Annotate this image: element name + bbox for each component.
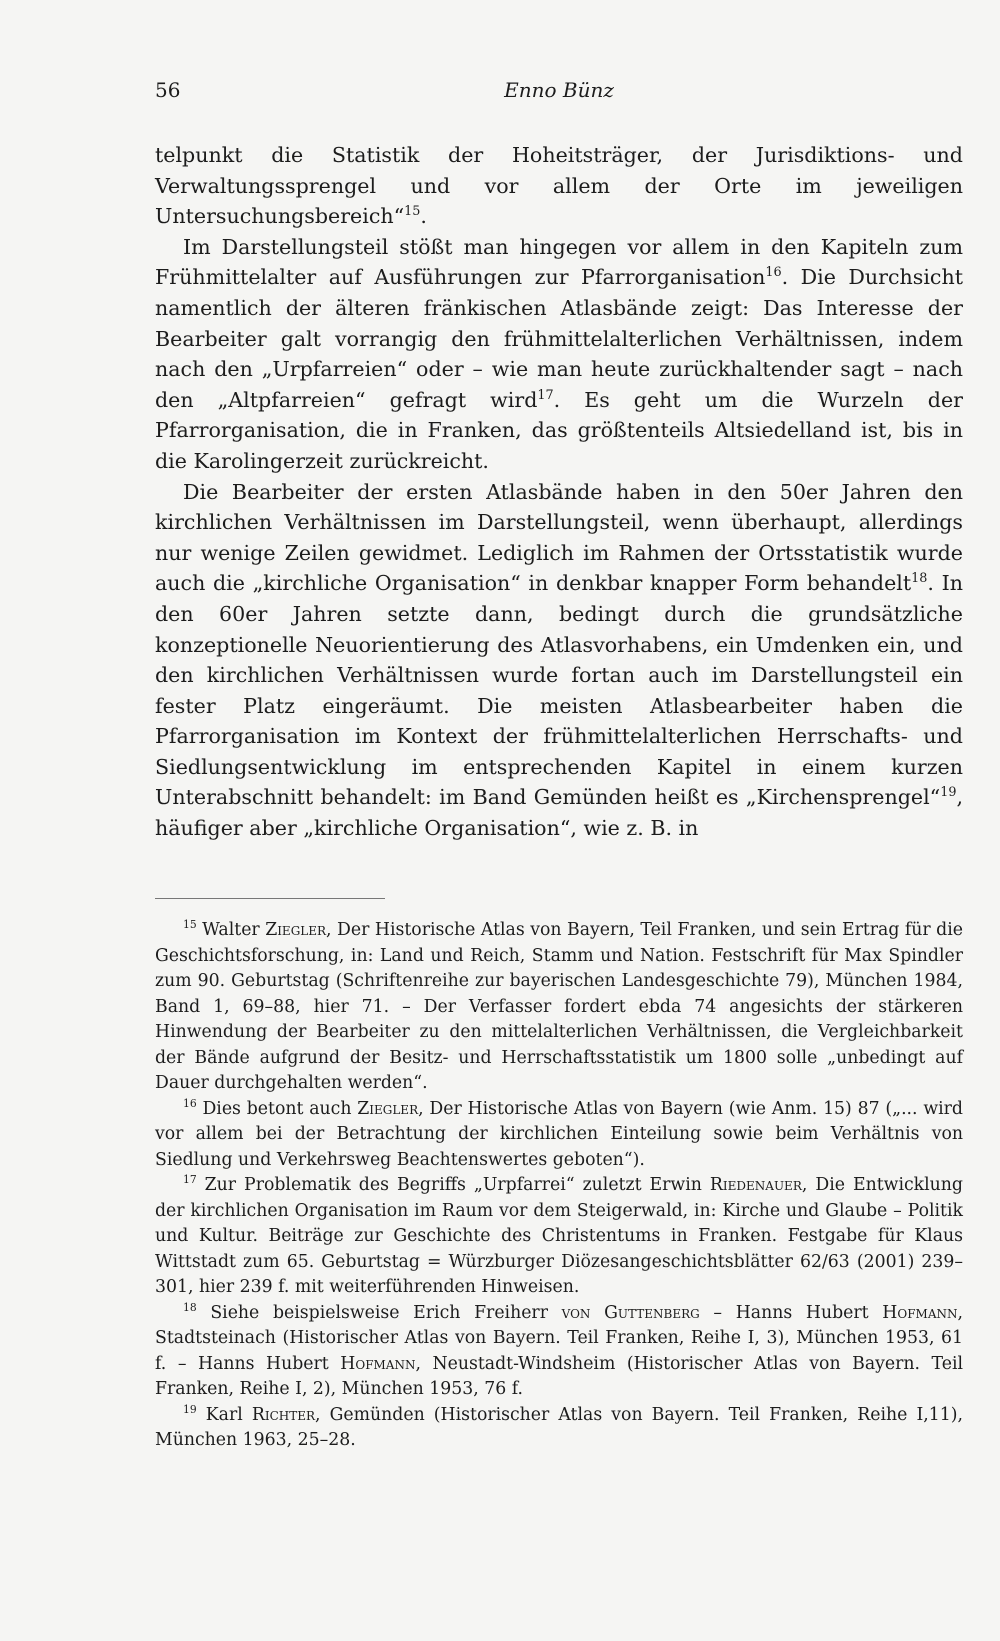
text-run: – Hanns Hubert xyxy=(699,1302,883,1323)
footnote-17 xyxy=(155,1173,963,1301)
text-run: . Die Durchsicht namentlich der älteren fränkischen Atlasbände zeigt: Das Interesse der Bearbeiter galt vorrangig den frühmittelalterlichen Verhältnissen, indem nach den „Urpfarreien“ oder – wie man heute zurückhaltender sagt – nach den „Altpfarreien“ gefragt wird xyxy=(155,265,963,412)
footnotes xyxy=(155,918,963,1454)
text-run: Karl xyxy=(205,1404,252,1425)
text-run: . xyxy=(420,204,427,229)
text-run: Walter xyxy=(202,920,266,940)
paragraph xyxy=(155,140,963,232)
footnote-number: 17 xyxy=(183,1173,197,1187)
author-name: Ziegler xyxy=(265,920,327,940)
page-header xyxy=(155,78,963,112)
text-run: Siehe beispielsweise Erich Freiherr xyxy=(210,1302,562,1323)
author-name: Hofmann xyxy=(882,1302,958,1323)
footnote-ref: 18 xyxy=(911,571,928,587)
footnote-18 xyxy=(155,1301,963,1403)
text-run: , Neustadt-Windsheim (Historischer Atlas von Bayern. Teil Franken, Reihe I, 2), München 1953, 76 f. xyxy=(155,1353,963,1399)
text-run: Die Bearbeiter der ersten Atlasbände haben in den 50er Jahren den kirchlichen Verhältnissen im Darstellungsteil, wenn überhaupt, allerdings nur wenige Zeilen gewidmet. Lediglich im Rahmen der Ortsstatistik wurde auch die „kirchliche Organisation“ in denkbar knapper Form behandelt xyxy=(155,479,963,596)
footnote-ref: 17 xyxy=(537,387,554,403)
footnote-16 xyxy=(155,1097,963,1174)
text-run: . In den 60er Jahren setzte dann, bedingt durch die grundsätzliche konzeptionelle Neuorientierung des Atlasvorhabens, ein Umdenken ein, und den kirchlichen Verhältnissen wurde fortan auch im Darstellungsteil ein fester Platz eingeräumt. Die meisten Atlasbearbeiter haben die Pfarrorganisation im Kontext der frühmittelalterlichen Herrschafts- und Siedlungsentwicklung im entsprechenden Kapitel in einem kurzen Unterabschnitt behandelt: im Band Gemünden heißt es „Kirchensprengel“ xyxy=(155,571,963,810)
text-run: telpunkt die Statistik der Hoheitsträger, der Jurisdiktions- und Verwaltungssprengel und vor allem der Orte im jeweiligen Untersuchungsbereich“ xyxy=(155,143,963,229)
text-run: Im Darstellungsteil stößt man hingegen vor allem in den Kapiteln zum Frühmittelalter auf Ausführungen zur Pfarrorganisation xyxy=(155,234,963,290)
footnote-number: 16 xyxy=(183,1096,197,1110)
text-run: , Die Entwicklung der kirchlichen Organisation im Raum vor dem Steigerwald, in: Kirche und Glaube – Politik und Kultur. Beiträge zur Geschichte des Christentums in Franken. Festgabe für Klaus Wittstadt zum 65. Geburtstag = Würzburger Diözesangeschichtsblätter 62/63 (2001) 239–301, hier 239 f. mit weiterführenden Hinweisen. xyxy=(155,1175,963,1297)
footnote-number: 18 xyxy=(183,1300,197,1314)
footnote-ref: 19 xyxy=(940,785,957,801)
footnote-ref: 16 xyxy=(765,265,782,281)
text-run: , Der Historische Atlas von Bayern, Teil Franken, und sein Ertrag für die Geschichtsforschung, in: Land und Reich, Stamm und Nation. Festschrift für Max Spindler zum 90. Geburtstag (Schriftenreihe zur bayerischen Landesgeschichte 79), München 1984, Band 1, 69–88, hier 71. – Der Verfasser fordert ebda 74 angesichts der stärkeren Hinwendung der Bearbeiter zu den mittelalterlichen Verhältnissen, die Vergleichbarkeit der Bände aufgrund der Besitz- und Herrschaftsstatistik um 1800 solle „unbedingt auf Dauer durchgehalten werden“. xyxy=(155,920,964,1093)
author-name: Ziegler xyxy=(357,1098,419,1119)
paragraph xyxy=(155,477,963,844)
text-run: , Stadtsteinach (Historischer Atlas von Bayern. Teil Franken, Reihe I, 3), München 1953, 61 f. – Hanns Hubert xyxy=(155,1302,963,1374)
footnote-15 xyxy=(155,918,963,1097)
footnote-number: 15 xyxy=(183,918,197,932)
text-run: Dies betont auch xyxy=(202,1098,358,1119)
footnote-divider xyxy=(155,898,385,899)
running-head-author: Enno Bünz xyxy=(504,78,614,102)
text-run: , Gemünden (Historischer Atlas von Bayern. Teil Franken, Reihe I,11), München 1963, 25–28. xyxy=(155,1404,964,1450)
text-run: Zur Problematik des Begriffs „Urpfarrei“ zuletzt Erwin xyxy=(204,1175,710,1195)
author-name: Riedenauer xyxy=(709,1175,802,1195)
author-name: Hofmann xyxy=(340,1353,416,1374)
text-run: . Es geht um die Wurzeln der Pfarrorganisation, die in Franken, das größtenteils Altsiedelland ist, bis in die Karolingerzeit zurückreicht. xyxy=(155,387,964,473)
footnote-ref: 15 xyxy=(404,204,421,220)
text-run: , häufiger aber „kirchliche Organisation“, wie z. B. in xyxy=(155,785,963,841)
text-run: , Der Historische Atlas von Bayern (wie Anm. 15) 87 („... wird vor allem bei der Betrachtung der kirchlichen Einteilung sowie beim Verhältnis von Siedlung und Verkehrsweg Beachtenswertes geboten“). xyxy=(155,1098,963,1170)
page-number: 56 xyxy=(155,78,181,102)
paragraph xyxy=(155,232,963,477)
main-text xyxy=(155,140,963,844)
footnote-number: 19 xyxy=(183,1402,197,1416)
author-name: Richter xyxy=(251,1404,316,1425)
author-name: von Guttenberg xyxy=(561,1302,700,1323)
footnote-19 xyxy=(155,1403,963,1454)
